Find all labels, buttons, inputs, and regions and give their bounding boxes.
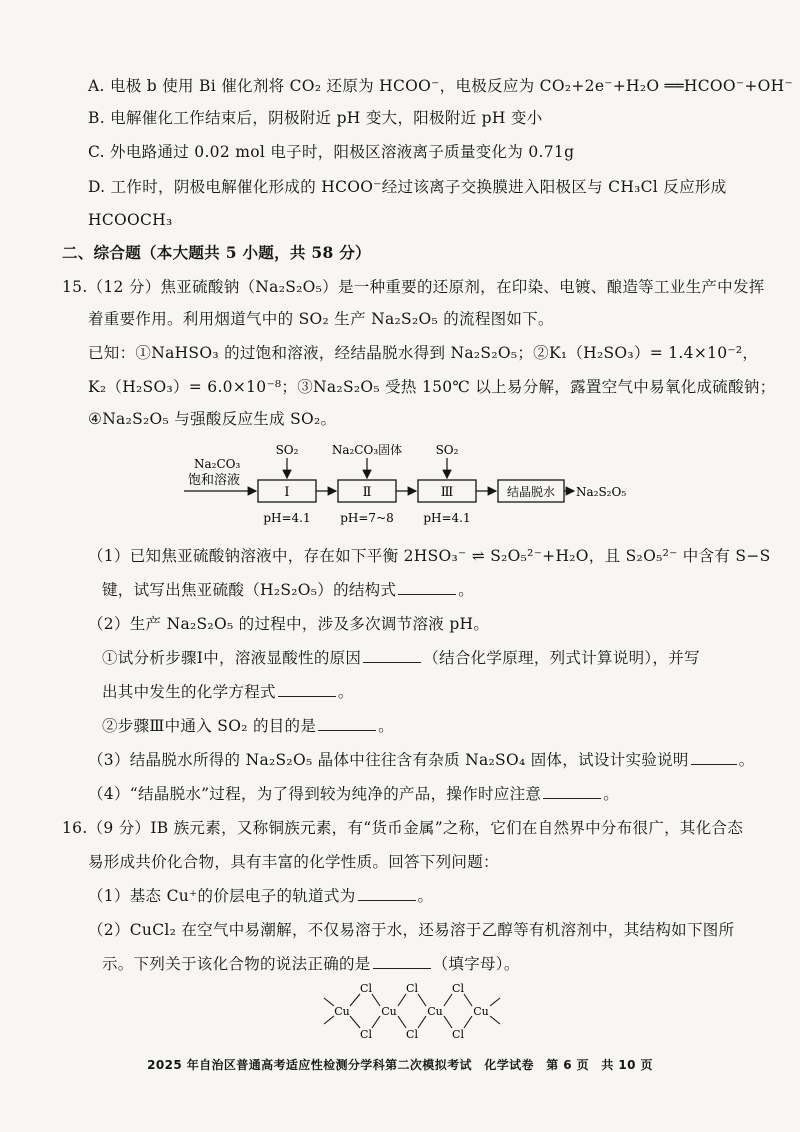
atom-cu-2: Cu xyxy=(381,1005,397,1018)
q15-part-1a: （1）已知焦亚硫酸钠溶液中，存在如下平衡 2HSO₃⁻ ⇌ S₂O₅²⁻+H₂O，且 S₂O₅²⁻ 中含有 S−S xyxy=(88,547,771,565)
q15-part-4 xyxy=(88,782,619,806)
q15-part-2-2 xyxy=(102,714,394,738)
process-flow-diagram xyxy=(180,440,627,530)
atom-cu-1: Cu xyxy=(334,1005,350,1018)
q15-part-2: （2）生产 Na₂S₂O₅ 的过程中，涉及多次调节溶液 pH。 xyxy=(88,615,490,633)
flow-ph-2: pH=7~8 xyxy=(340,511,394,525)
q16-part-2b-text: 示。下列关于该化合物的说法正确的是 xyxy=(102,955,371,973)
flow-box-step-1-label: Ⅰ xyxy=(284,485,290,500)
atom-cl-bottom-1: Cl xyxy=(360,1028,372,1041)
answer-blank[interactable] xyxy=(278,683,336,697)
q15-known-1: 已知：①NaHSO₃ 的过饱和溶液，经结晶脱水得到 Na₂S₂O₅；②K₁（H₂SO₃）= 1.4×10⁻²， xyxy=(88,344,759,362)
q16-part-2b xyxy=(102,952,520,976)
answer-blank[interactable] xyxy=(358,887,416,901)
flow-feed-label-2: 饱和溶液 xyxy=(188,473,241,488)
atom-cl-top-1: Cl xyxy=(360,982,372,995)
answer-blank[interactable] xyxy=(318,717,376,731)
q16-part-2c-text: （填字母）。 xyxy=(432,955,520,973)
answer-blank[interactable] xyxy=(398,581,456,595)
q15-part-2-1 xyxy=(102,646,700,670)
q14-option-a: A. 电极 b 使用 Bi 催化剂将 CO₂ 还原为 HCOO⁻，电极反应为 CO₂+2e⁻+H₂O ══HCOO⁻+OH⁻ xyxy=(88,77,793,95)
flow-input-3-label: SO₂ xyxy=(435,443,459,457)
period: 。 xyxy=(738,751,755,769)
q15-part-4-text: （4）“结晶脱水”过程，为了得到较为纯净的产品，操作时应注意 xyxy=(88,785,542,803)
q15-known-3: ④Na₂S₂O₅ 与强酸反应生成 SO₂。 xyxy=(88,410,337,428)
page-footer: 2025 年自治区普通高考适应性检测分学科第二次模拟考试 化学试卷 第 6 页 共 10 页 xyxy=(147,1058,653,1072)
q16-part-2a: （2）CuCl₂ 在空气中易潮解，不仅易溶于水，还易溶于乙醇等有机溶剂中，其结构如下图所 xyxy=(88,921,735,939)
q15-part-1b-text: 键，试写出焦亚硫酸（H₂S₂O₅）的结构式 xyxy=(102,581,397,599)
q15-part-3 xyxy=(88,748,755,772)
flow-input-1-label: SO₂ xyxy=(275,443,299,457)
q14-option-b: B. 电解催化工作结束后，阴极附近 pH 变大，阳极附近 pH 变小 xyxy=(88,109,543,127)
atom-cl-bottom-3: Cl xyxy=(452,1028,464,1041)
period: 。 xyxy=(337,683,354,701)
atom-cu-3: Cu xyxy=(427,1005,443,1018)
q16-intro-2: 易形成共价化合物，具有丰富的化学性质。回答下列问题： xyxy=(88,853,499,871)
q15-part-2-1b-text: （结合化学原理，列式计算说明），并写 xyxy=(423,649,700,667)
q16-part-1-text: （1）基态 Cu⁺的价层电子的轨道式为 xyxy=(88,887,356,905)
flow-box-step-2-label: Ⅱ xyxy=(362,485,372,500)
q15-part-2-2-text: ②步骤Ⅲ中通入 SO₂ 的目的是 xyxy=(102,717,317,735)
answer-blank[interactable] xyxy=(363,649,421,663)
q15-part-2-1a-text: ①试分析步骤Ⅰ中，溶液显酸性的原因 xyxy=(102,649,362,667)
answer-blank[interactable] xyxy=(373,955,431,969)
period: 。 xyxy=(458,581,475,599)
flow-feed-label-1: Na₂CO₃ xyxy=(194,457,241,471)
atom-cu-4: Cu xyxy=(473,1005,489,1018)
answer-blank[interactable] xyxy=(691,751,737,765)
q14-option-c: C. 外电路通过 0.02 mol 电子时，阳极区溶液离子质量变化为 0.71g xyxy=(88,143,575,161)
flow-box-crystallize-label: 结晶脱水 xyxy=(506,485,556,499)
cucl2-chain-structure xyxy=(318,980,508,1042)
flow-ph-1: pH=4.1 xyxy=(263,511,311,525)
atom-cl-top-2: Cl xyxy=(406,982,418,995)
flow-product-label: Na₂S₂O₅ xyxy=(576,485,627,499)
period: 。 xyxy=(417,887,434,905)
period: 。 xyxy=(603,785,620,803)
flow-box-step-3-label: Ⅲ xyxy=(440,485,454,500)
q16-part-1 xyxy=(88,884,433,908)
q15-intro-1: 15.（12 分）焦亚硫酸钠（Na₂S₂O₅）是一种重要的还原剂，在印染、电镀、酿造等工业生产中发挥 xyxy=(62,278,765,296)
q16-intro-1: 16.（9 分）IB 族元素，又称铜族元素，有“货币金属”之称，它们在自然界中分布很广，其化合态 xyxy=(62,819,744,837)
q14-option-d-cont: HCOOCH₃ xyxy=(88,211,173,229)
q14-option-d: D. 工作时，阴极电解催化形成的 HCOO⁻经过该离子交换膜进入阳极区与 CH₃Cl 反应形成 xyxy=(88,178,727,196)
q15-known-2: K₂（H₂SO₃）= 6.0×10⁻⁸；③Na₂S₂O₅ 受热 150℃ 以上易分解，露置空气中易氧化成硫酸钠； xyxy=(88,378,776,396)
atom-cl-top-3: Cl xyxy=(452,982,464,995)
q15-part-3-text: （3）结晶脱水所得的 Na₂S₂O₅ 晶体中往往含有杂质 Na₂SO₄ 固体，试设计实验说明 xyxy=(88,751,689,769)
flow-ph-3: pH=4.1 xyxy=(423,511,471,525)
section-title: 二、综合题（本大题共 5 小题，共 58 分） xyxy=(62,243,371,262)
q15-part-2-1c-text: 出其中发生的化学方程式 xyxy=(102,683,276,701)
q15-intro-2: 着重要作用。利用烟道气中的 SO₂ 生产 Na₂S₂O₅ 的流程图如下。 xyxy=(88,310,554,328)
period: 。 xyxy=(378,717,394,735)
answer-blank[interactable] xyxy=(543,785,601,799)
flow-input-2-label: Na₂CO₃固体 xyxy=(331,443,403,457)
q15-part-2-1-cont xyxy=(102,680,354,704)
atom-cl-bottom-2: Cl xyxy=(406,1028,418,1041)
q15-part-1b xyxy=(102,578,474,602)
